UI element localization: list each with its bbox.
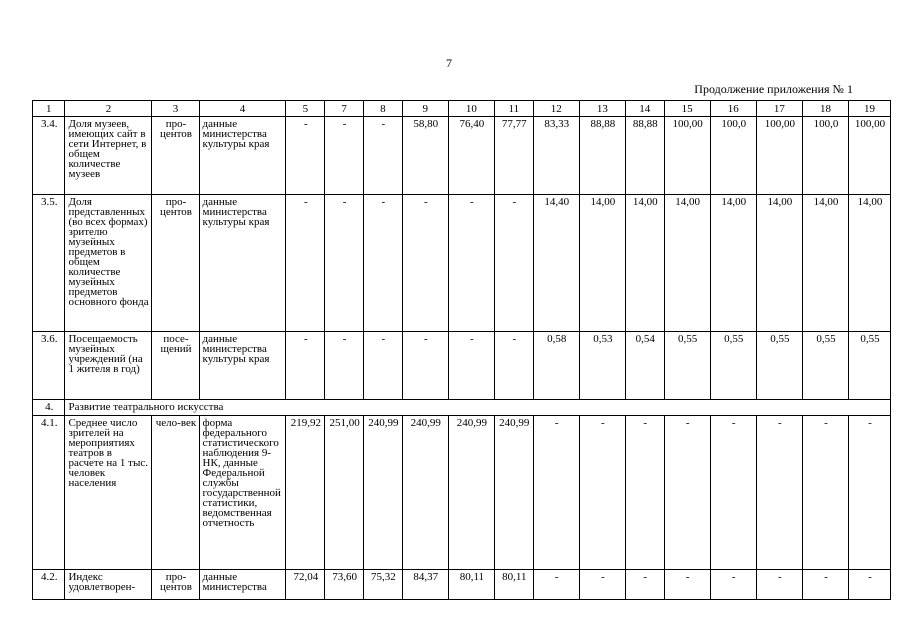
indicator-name: Среднее число зрителей на мероприятиях театров в расчете на 1 тыс. человек населения	[65, 416, 152, 570]
value-cell: -	[448, 195, 494, 332]
value-cell: 240,99	[448, 416, 494, 570]
column-header: 4	[199, 101, 286, 117]
value-cell: -	[325, 195, 364, 332]
column-header: 19	[848, 101, 890, 117]
column-header: 18	[802, 101, 848, 117]
source-cell: данные министерства культуры края	[199, 195, 286, 332]
column-header: 13	[579, 101, 625, 117]
continuation-caption: Продолжение приложения № 1	[694, 82, 853, 96]
value-cell: -	[802, 570, 848, 600]
column-header: 15	[664, 101, 710, 117]
column-header: 12	[533, 101, 579, 117]
value-cell: 0,55	[848, 332, 890, 400]
column-header: 2	[65, 101, 152, 117]
value-cell: -	[286, 332, 325, 400]
value-cell: 58,80	[402, 117, 448, 195]
source-cell: данные министерства культуры края	[199, 332, 286, 400]
column-header: 10	[448, 101, 494, 117]
section-title: Развитие театрального искусства	[65, 400, 891, 416]
table-body	[33, 101, 891, 600]
value-cell: 100,00	[664, 117, 710, 195]
column-header: 14	[625, 101, 664, 117]
table-row	[33, 332, 891, 400]
value-cell: 14,00	[848, 195, 890, 332]
value-cell: -	[363, 117, 402, 195]
column-header: 5	[286, 101, 325, 117]
column-header: 1	[33, 101, 65, 117]
value-cell: -	[286, 117, 325, 195]
value-cell: 14,00	[625, 195, 664, 332]
value-cell: -	[286, 195, 325, 332]
value-cell: 0,58	[533, 332, 579, 400]
indicator-name: Доля музеев, имеющих сайт в сети Интернет, в общем количестве музеев	[65, 117, 152, 195]
value-cell: -	[664, 570, 710, 600]
unit-cell: про-центов	[152, 195, 199, 332]
value-cell: 14,00	[756, 195, 802, 332]
column-header: 7	[325, 101, 364, 117]
indicator-name: Индекс удовлетворен-	[65, 570, 152, 600]
unit-cell: про-центов	[152, 570, 199, 600]
value-cell: 0,55	[710, 332, 756, 400]
value-cell: 0,53	[579, 332, 625, 400]
value-cell: 14,00	[664, 195, 710, 332]
value-cell: -	[756, 416, 802, 570]
value-cell: 14,00	[710, 195, 756, 332]
value-cell: 88,88	[579, 117, 625, 195]
row-number: 3.4.	[33, 117, 65, 195]
value-cell: 251,00	[325, 416, 364, 570]
source-cell: форма федерального статистического наблюдения 9-НК, данные Федеральной службы государственной статистики, ведомственная отчетность	[199, 416, 286, 570]
value-cell: -	[494, 195, 533, 332]
value-cell: -	[625, 416, 664, 570]
value-cell: -	[664, 416, 710, 570]
row-number: 3.6.	[33, 332, 65, 400]
indicators-table	[32, 100, 891, 600]
value-cell: 219,92	[286, 416, 325, 570]
table-row	[33, 117, 891, 195]
value-cell: -	[756, 570, 802, 600]
value-cell: 80,11	[494, 570, 533, 600]
value-cell: -	[579, 570, 625, 600]
table-row	[33, 570, 891, 600]
section-number: 4.	[33, 400, 65, 416]
value-cell: 75,32	[363, 570, 402, 600]
column-header: 9	[402, 101, 448, 117]
header-row	[33, 101, 891, 117]
value-cell: 84,37	[402, 570, 448, 600]
value-cell: -	[325, 332, 364, 400]
value-cell: 73,60	[325, 570, 364, 600]
value-cell: -	[533, 416, 579, 570]
column-header: 8	[363, 101, 402, 117]
value-cell: 14,00	[579, 195, 625, 332]
value-cell: -	[625, 570, 664, 600]
value-cell: -	[533, 570, 579, 600]
source-cell: данные министерства культуры края	[199, 117, 286, 195]
column-header: 17	[756, 101, 802, 117]
value-cell: 100,0	[710, 117, 756, 195]
row-number: 4.2.	[33, 570, 65, 600]
value-cell: -	[710, 416, 756, 570]
value-cell: 0,55	[802, 332, 848, 400]
page-number: 7	[446, 56, 452, 70]
indicator-name: Посещаемость музейных учреждений (на 1 жителя в год)	[65, 332, 152, 400]
row-number: 4.1.	[33, 416, 65, 570]
table-row	[33, 416, 891, 570]
value-cell: -	[363, 332, 402, 400]
column-header: 16	[710, 101, 756, 117]
value-cell: 88,88	[625, 117, 664, 195]
value-cell: 80,11	[448, 570, 494, 600]
value-cell: -	[325, 117, 364, 195]
value-cell: -	[802, 416, 848, 570]
value-cell: 240,99	[363, 416, 402, 570]
value-cell: 14,40	[533, 195, 579, 332]
value-cell: -	[448, 332, 494, 400]
value-cell: 240,99	[402, 416, 448, 570]
unit-cell: посе-щений	[152, 332, 199, 400]
value-cell: 100,0	[802, 117, 848, 195]
value-cell: 77,77	[494, 117, 533, 195]
value-cell: -	[848, 570, 890, 600]
value-cell: 83,33	[533, 117, 579, 195]
value-cell: 100,00	[756, 117, 802, 195]
column-header: 3	[152, 101, 199, 117]
value-cell: 72,04	[286, 570, 325, 600]
row-number: 3.5.	[33, 195, 65, 332]
table-row	[33, 195, 891, 332]
value-cell: 76,40	[448, 117, 494, 195]
value-cell: -	[363, 195, 402, 332]
value-cell: 0,55	[664, 332, 710, 400]
value-cell: -	[848, 416, 890, 570]
value-cell: 0,54	[625, 332, 664, 400]
value-cell: -	[710, 570, 756, 600]
unit-cell: про-центов	[152, 117, 199, 195]
section-row	[33, 400, 891, 416]
value-cell: -	[402, 195, 448, 332]
value-cell: 14,00	[802, 195, 848, 332]
source-cell: данные министерства	[199, 570, 286, 600]
value-cell: -	[402, 332, 448, 400]
value-cell: -	[579, 416, 625, 570]
value-cell: 0,55	[756, 332, 802, 400]
indicator-name: Доля представленных (во всех формах) зрителю музейных предметов в общем количестве музейных предметов основного фонда	[65, 195, 152, 332]
value-cell: -	[494, 332, 533, 400]
value-cell: 100,00	[848, 117, 890, 195]
column-header: 11	[494, 101, 533, 117]
value-cell: 240,99	[494, 416, 533, 570]
unit-cell: чело-век	[152, 416, 199, 570]
